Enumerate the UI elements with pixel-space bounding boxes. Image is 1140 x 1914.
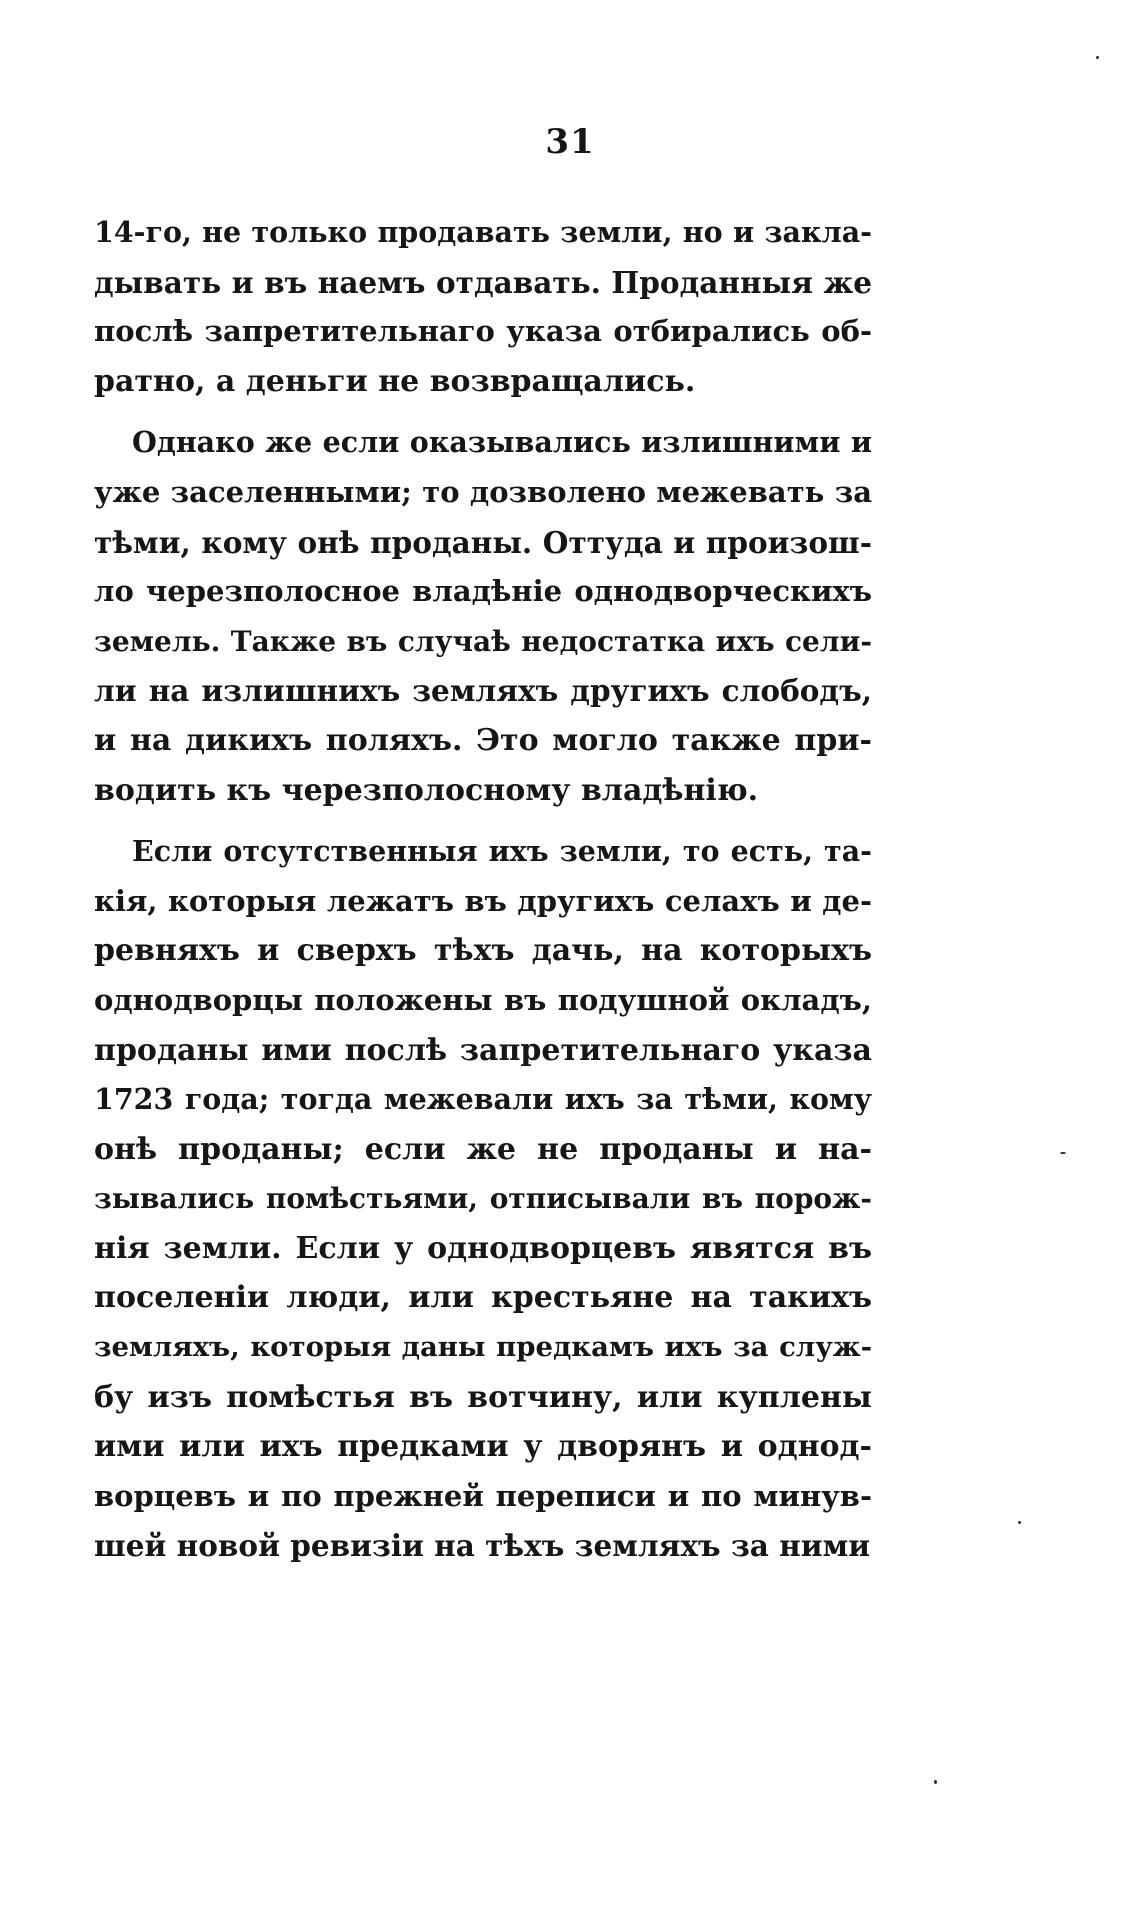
text-line: зывались помѣстьями, отписывали въ порож- <box>94 1182 872 1216</box>
text-line: 14-го, не только продавать земли, но и закла- <box>94 215 872 249</box>
scan-speck <box>1018 1521 1021 1524</box>
text-line: онѣ проданы; если же не проданы и на- <box>94 1131 872 1167</box>
text-line: ворцевъ и по прежней переписи и по минув- <box>94 1478 872 1513</box>
text-line: 1723 года; тогда межевали ихъ за тѣми, кому <box>94 1082 872 1117</box>
text-line: поселеніи люди, или крестьяне на такихъ <box>94 1280 872 1316</box>
scan-speck <box>1060 1152 1066 1154</box>
text-line: Если отсутственныя ихъ земли, то есть, та- <box>132 834 872 869</box>
text-line: дывать и въ наемъ отдавать. Проданныя же <box>94 264 872 300</box>
text-line: ими или ихъ предками у дворянъ и однод- <box>94 1429 872 1465</box>
text-line: ли на излишнихъ земляхъ другихъ слободъ, <box>94 673 872 709</box>
text-line: ревняхъ и сверхъ тѣхъ дачь, на которыхъ <box>94 933 872 969</box>
text-line: ратно, а деньги не возвращались. <box>94 363 696 399</box>
text-line: земляхъ, которыя даны предкамъ ихъ за служ- <box>94 1331 872 1364</box>
text-line: бу изъ помѣстья въ вотчину, или куплены <box>94 1379 872 1415</box>
body-text <box>94 208 872 1571</box>
text-line: однодворцы положены въ подушной окладъ, <box>94 982 872 1017</box>
text-line: земель. Также въ случаѣ недостатка ихъ сели- <box>94 624 872 658</box>
text-line: проданы ими послѣ запретительнаго указа <box>94 1032 872 1068</box>
text-line: Однако же если оказывались излишними и <box>132 425 872 460</box>
paragraph-3 <box>94 827 872 1571</box>
text-line: тѣми, кому онѣ проданы. Оттуда и произош- <box>94 524 872 560</box>
text-line: ло черезполосное владѣніе однодворческихъ <box>94 574 872 609</box>
scan-speck <box>934 1780 937 1784</box>
text-line: водить къ черезполосному владѣнію. <box>94 772 759 808</box>
paragraph-2 <box>94 418 872 815</box>
text-line: нія земли. Если у однодворцевъ явятся въ <box>94 1230 872 1266</box>
page-number: 31 <box>545 122 595 162</box>
text-line: кія, которыя лежатъ въ другихъ селахъ и де- <box>94 883 872 918</box>
text-line: послѣ запретительнаго указа отбирались об- <box>94 314 872 349</box>
text-line: шей новой ревизіи на тѣхъ земляхъ за ними <box>94 1528 871 1564</box>
scan-speck <box>1096 56 1099 59</box>
text-line: уже заселенными; то дозволено межевать за <box>94 474 872 509</box>
text-line: и на дикихъ поляхъ. Это могло также при- <box>94 722 872 758</box>
paragraph-1 <box>94 208 872 406</box>
